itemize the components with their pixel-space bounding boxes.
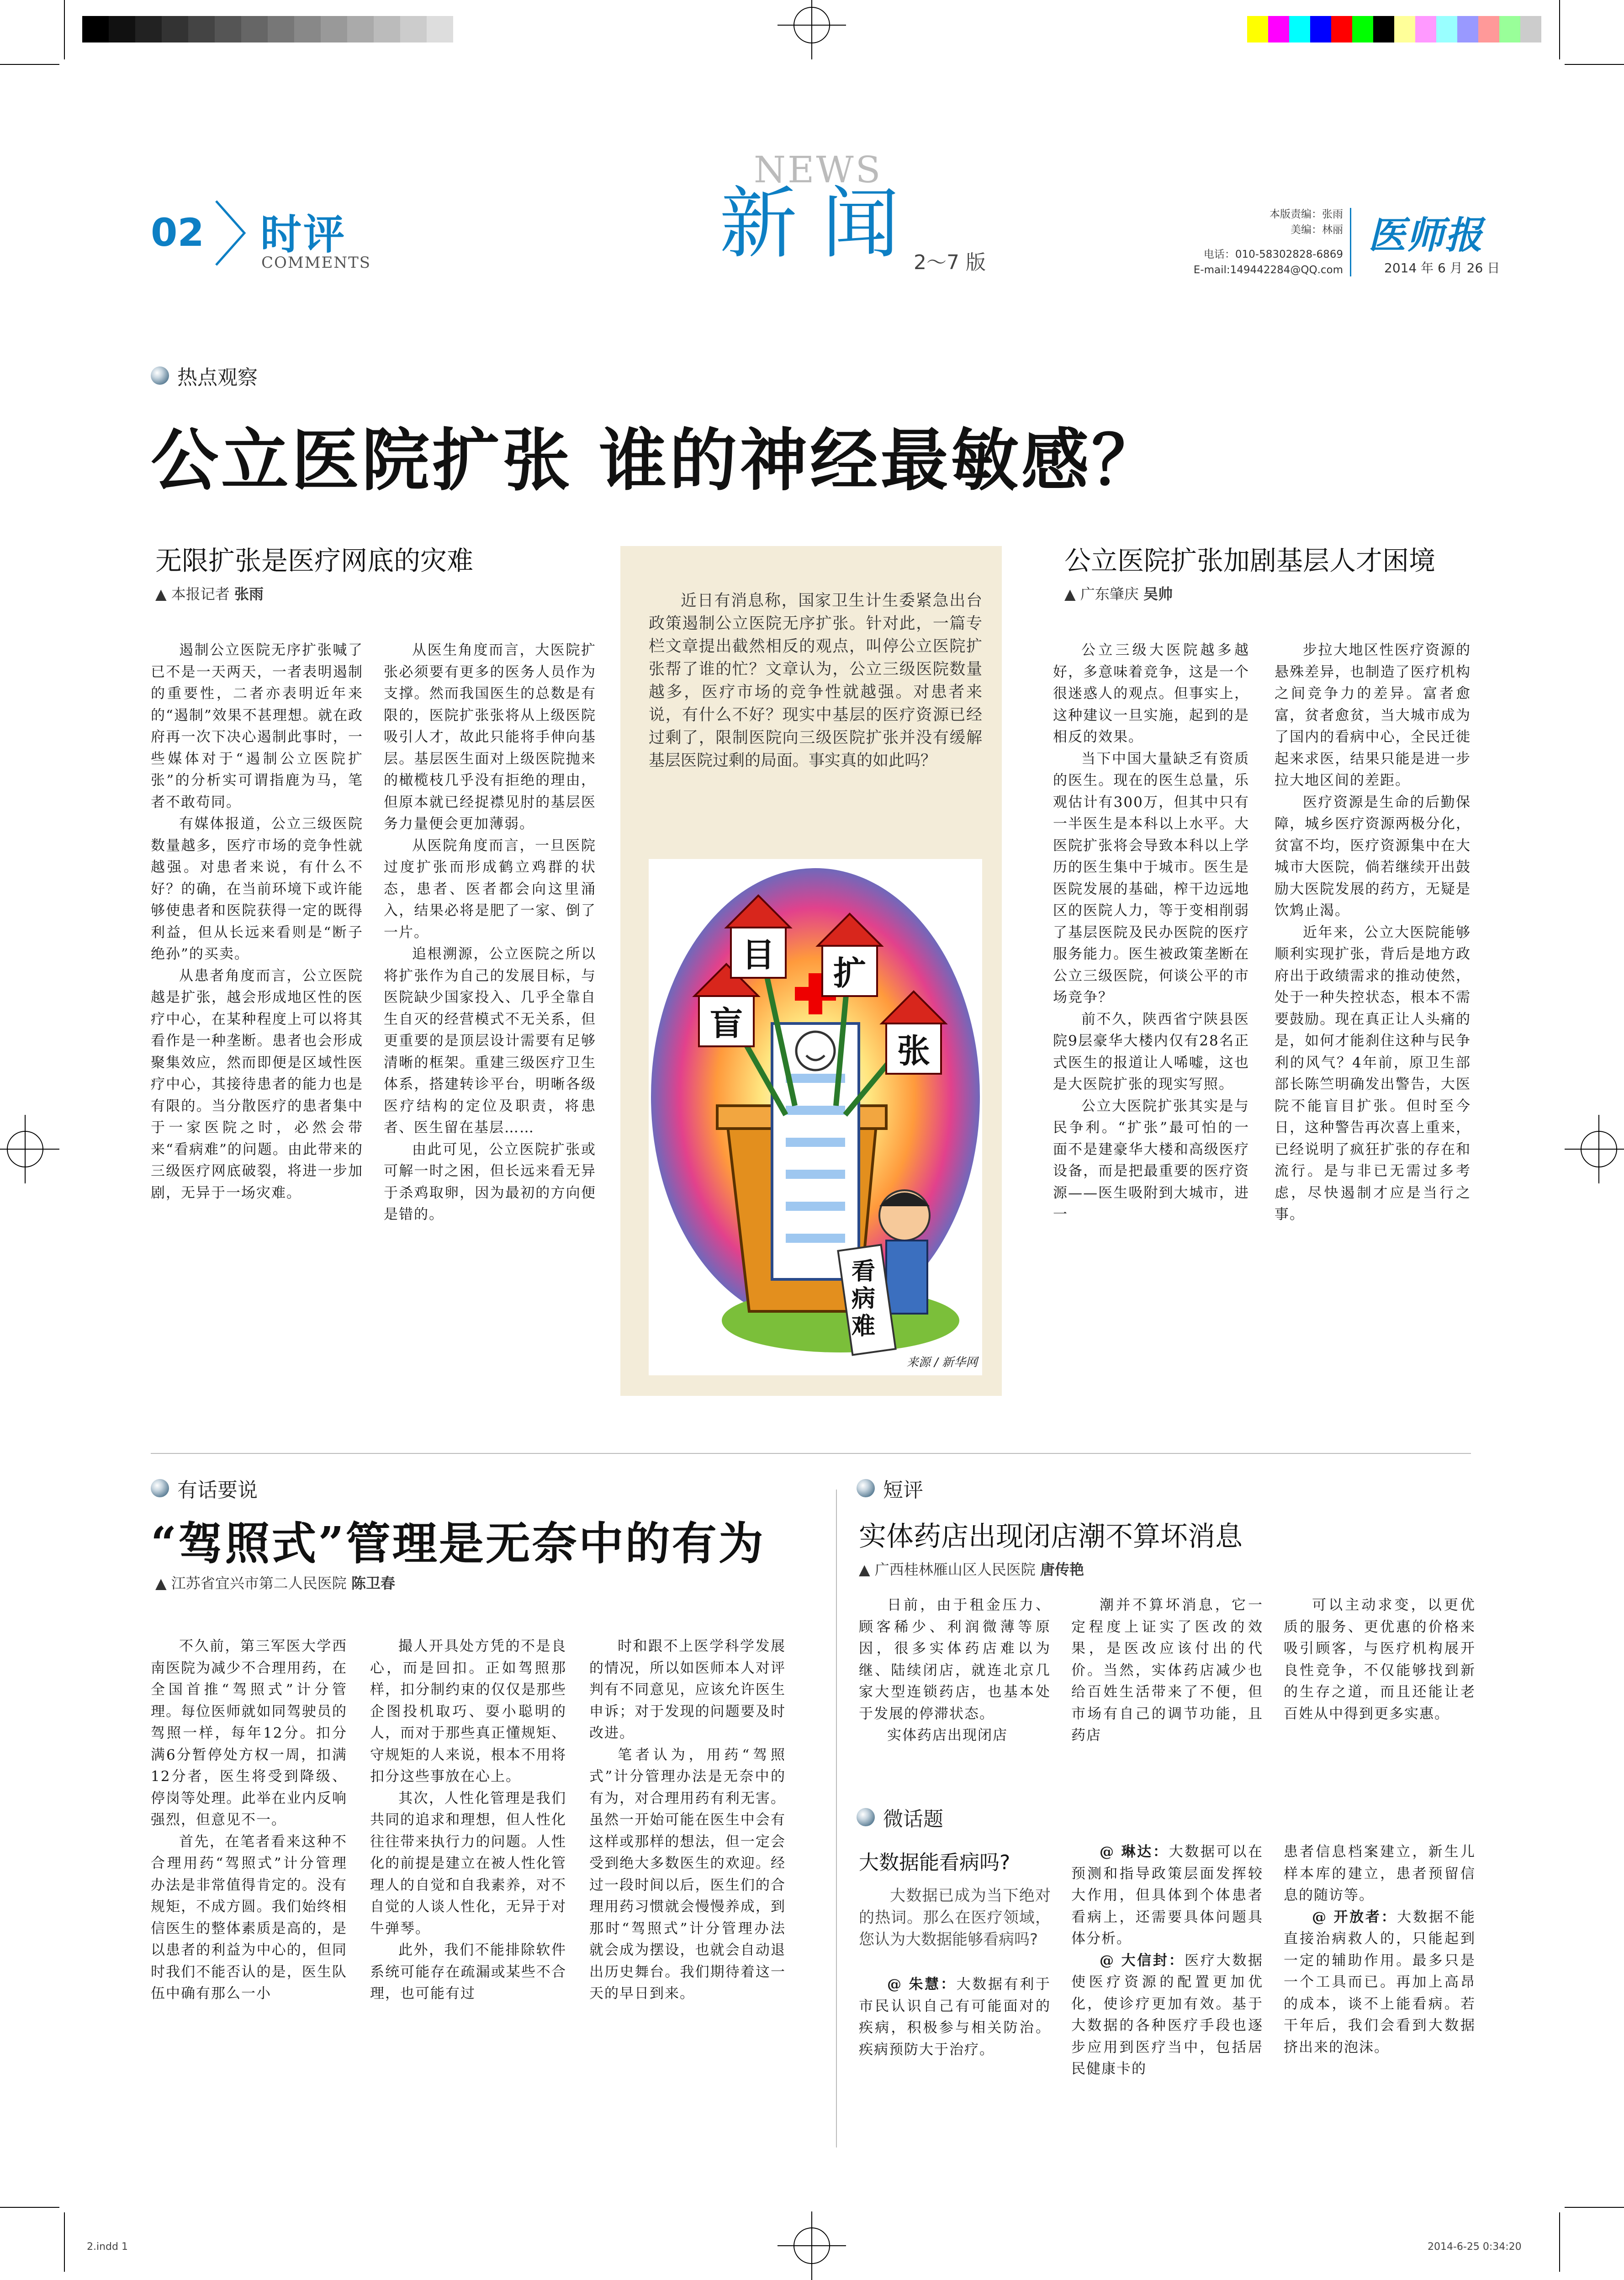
paragraph: 日前，由于租金压力、顾客稀少、利润微薄等原因，很多实体药店难以为继、陆续闭店，就连北京几家大型连锁药店，也基本处于发展的停滞状态。: [859, 1597, 1051, 1722]
news-cn: 新 闻: [719, 179, 900, 269]
cartoon-illustration: [649, 859, 982, 1375]
cartoon-sign-mu: 目: [741, 936, 775, 974]
print-timestamp: 2014-6-25 0:34:20: [1428, 2241, 1522, 2253]
right-article-col2: [1275, 640, 1471, 1226]
comment-author: @ 琳达：: [1100, 1844, 1169, 1860]
comment-text: 大数据不能直接治病救人的，只能起到一定的辅助作用。最多只是一个工具而已。再加上高昂的成本，谈不上能看病。若干年后，我们会看到大数据挤出来的泡沫。: [1284, 1909, 1476, 2056]
crop-mark-bl: [0, 2207, 59, 2208]
registration-mark-bottom: [778, 2211, 846, 2280]
tag-short-review: 短评: [857, 1474, 923, 1503]
editor-info: [1188, 207, 1343, 278]
phone-line: 电话：010-58302828-6869: [1203, 249, 1343, 260]
color-swatch: [1289, 16, 1310, 42]
registration-mark-left: [0, 1115, 59, 1183]
crop-mark-tl-v: [64, 0, 65, 59]
print-file-name: 2.indd 1: [87, 2241, 128, 2253]
paragraph: 追根溯源，公立医院之所以将扩张作为自己的发展目标，与医院缺少国家投入、几乎全靠自生自灭的经营模式不无关系，但更重要的是顶层设计需要有足够清晰的框架。重建三级医疗卫生体系，搭建转诊平台，明晰各级医疗结构的定位及职责，将患者、医生留在基层……: [384, 946, 596, 1136]
crop-mark-br-v: [1559, 2212, 1560, 2272]
section-title-en: COMMENTS: [261, 254, 371, 272]
paragraph: 其次，人性化管理是我们共同的追求和理想，但人性化往往带来执行力的问题。人性化的前提是建立在被人性化管理人的自觉和自我素养，对不自觉的人谈人性化，无异于对牛弹琴。: [370, 1790, 566, 1937]
bottom-right-byline: ▲ 广西桂林雁山区人民医院 唐传艳: [859, 1561, 1084, 1578]
paragraph: 从医院角度而言，一旦医院过度扩张而形成鹤立鸡群的状态，患者、医者都会向这里涌入，结果必将是肥了一家、倒了一片。: [384, 837, 596, 941]
pages-range: 2～7 版: [914, 251, 986, 274]
comment: [1071, 1950, 1263, 2080]
color-swatch: [1331, 16, 1352, 42]
bottom-right-col3: [1284, 1595, 1476, 1725]
left-subhead: 无限扩张是医疗网底的灾难: [155, 545, 474, 576]
paragraph: 首先，在笔者看来这种不合理用药“驾照式”计分管理办法是非常值得肯定的。没有规矩，不成方圆。我们始终相信医生的整体素质是高的，是以患者的利益为中心的，但同时我们不能否认的是，医生队伍中确有那么一小: [151, 1833, 347, 2002]
left-byline: ▲ 本报记者 张雨: [155, 585, 264, 603]
color-swatch: [1352, 16, 1373, 42]
chevron-right-icon: [212, 199, 249, 267]
color-bar: [1247, 16, 1541, 42]
right-byline: ▲ 广东肇庆 吴帅: [1064, 585, 1173, 603]
bottom-right-col2: [1071, 1595, 1263, 1747]
paragraph: 由此可见，公立医院扩张或可解一时之困，但长远来看无异于杀鸡取卵，因为最初的方向便是错的。: [384, 1141, 596, 1223]
tag-hot-observation: 热点观察: [151, 361, 258, 390]
paragraph: 步拉大地区性医疗资源的悬殊差异，也制造了医疗机构之间竞争力的差异。富者愈富，贫者愈贫，当大城市成为了国内的看病中心，全民迁徙起来求医，结果只能是进一步拉大地区间的差距。: [1275, 642, 1471, 789]
comment: [1284, 1841, 1476, 1907]
cartoon-patient-sign-char3: 难: [851, 1313, 876, 1340]
bottom-column-divider: [836, 1490, 837, 2147]
paragraph: 近年来，公立大医院能够顺利实现扩张，背后是地方政府出于政绩需求的推动使然，处于一种失控状态，根本不需要鼓励。现在真正让人头痛的是，如何才能刹住这种与民争利的风气？4年前，原卫生部部长陈竺明确发出警告，大医院不能盲目扩张。但时至今日，这种警告再次喜上重来，已经说明了疯狂扩张的存在和流行。是与非已无需过多考虑，尽快遏制才应是当行之事。: [1275, 924, 1471, 1223]
comment-text: 患者信息档案建立，新生儿样本库的建立，患者预留信息的随访等。: [1284, 1844, 1476, 1904]
registration-mark-right: [1565, 1115, 1624, 1183]
paragraph: 公立三级大医院越多越好，多意味着竞争，这是一个很迷惑人的观点。但事实上，这种建议一旦实施，起到的是相反的效果。: [1053, 642, 1249, 745]
paragraph: 有媒体报道，公立三级医院数量越多，医疗市场的竞争性就越强。对患者来说，有什么不好？的确，在当前环境下或许能够使患者和医院获得一定的既得利益，但从长远来看则是“断子绝孙”的买卖。: [151, 816, 363, 962]
paragraph: 此外，我们不能排除软件系统可能存在疏漏或某些不合理，也可能有过: [370, 1942, 566, 2002]
color-swatch: [1499, 16, 1520, 42]
bottom-left-byline: ▲ 江苏省宜兴市第二人民医院 陈卫春: [155, 1575, 395, 1592]
cartoon-patient-sign-char2: 病: [851, 1285, 876, 1313]
comment-text: 大数据有利于市民认识自己有可能面对的疾病，积极参与相关防治。疾病预防大于治疗。: [859, 1976, 1051, 2058]
cartoon-patient-sign-char1: 看: [851, 1258, 876, 1285]
color-swatch: [1457, 16, 1478, 42]
bullet-icon: [151, 366, 169, 385]
left-article-col1: [151, 640, 363, 1204]
grayscale-bar: [82, 16, 453, 42]
micro-comments-col2: [1071, 1841, 1263, 2080]
bottom-left-col3: [589, 1636, 786, 2005]
color-swatch: [1373, 16, 1394, 42]
page-number: 02: [151, 210, 204, 255]
paragraph: 可以主动求变，以更优质的服务、更优惠的价格来吸引顾客，与医疗机构展开良性竞争，不仅能够找到新的生存之道，而且还能让老百姓从中得到更多实惠。: [1284, 1597, 1476, 1722]
email-line: E-mail:149442284@QQ.com: [1193, 264, 1343, 276]
comment: [1284, 1907, 1476, 2059]
color-swatch: [1394, 16, 1415, 42]
paragraph: 笔者认为，用药“驾照式”计分管理办法是无奈中的有为，对合理用药有利无害。虽然一开始可能在医生中会有这样或那样的想法，但一定会受到绝大多数医生的欢迎。经过一段时间以后，医生们的合理用药习惯就会慢慢养成，到那时“驾照式”计分管理办法就会成为摆设，也就会自动退出历史舞台。我们期待着这一天的早日到来。: [589, 1746, 786, 2002]
paragraph: 公立大医院扩张其实是与民争利。“扩张”最可怕的一面不是建豪华大楼和高级医疗设备，而是把最重要的医疗资源——医生吸附到大城市，进一: [1053, 1098, 1249, 1223]
comment-text: 大数据可以在预测和指导政策层面发挥较大作用，但具体到个体患者看病上，还需要具体问题具体分析。: [1071, 1844, 1264, 1947]
color-swatch: [1247, 16, 1268, 42]
bullet-icon: [857, 1479, 875, 1497]
cartoon-sign-mang: 盲: [709, 1004, 743, 1043]
micro-comments-col3: [1284, 1841, 1476, 2058]
issue-date: 2014 年 6 月 26 日: [1384, 260, 1500, 276]
comment-text: 医疗大数据使医疗资源的配置更加优化，使诊疗更加有效。基于大数据的各种医疗手段也逐步应用到医疗当中，包括居民健康卡的: [1071, 1952, 1264, 2077]
bullet-icon: [857, 1808, 875, 1826]
bottom-right-col1: [859, 1595, 1051, 1747]
comment-author: @ 朱慧：: [887, 1976, 957, 1993]
main-headline: 公立医院扩张 谁的神经最敏感？: [151, 420, 1162, 500]
paragraph: 遏制公立医院无序扩张喊了已不是一天两天，一者表明遏制的重要性，二者亦表明近年来的“遏制”效果不甚理想。就在政府再一次下决心遏制此事时，一些媒体对于“遏制公立医院扩张”的分析实可谓指鹿为马，笔者不敢苟同。: [151, 642, 363, 811]
comment: [1071, 1841, 1263, 1950]
bottom-left-col1: [151, 1636, 347, 2005]
crop-mark-tr: [1565, 64, 1624, 65]
bullet-icon: [151, 1479, 169, 1497]
comment-author: @ 大信封：: [1100, 1952, 1185, 1969]
tag-speak-up: 有话要说: [151, 1474, 258, 1503]
paragraph: 从医生角度而言，大医院扩张必须要有更多的医务人员作为支撑。然而我国医生的总数是有限的，医院扩张张将从上级医院吸引人才，故此只能将手伸向基层。基层医生面对上级医院抛来的橄榄枝几乎没有拒绝的理由，但原本就已经捉襟见肘的基层医务力量便会更加薄弱。: [384, 642, 596, 832]
crop-mark-tr-v: [1559, 0, 1560, 59]
bottom-left-headline: “驾照式”管理是无奈中的有为: [151, 1517, 765, 1570]
tag-micro-topic: 微话题: [857, 1803, 943, 1832]
right-subhead: 公立医院扩张加剧基层人才困境: [1064, 545, 1436, 576]
intro-text: 近日有消息称，国家卫生计生委紧急出台政策遏制公立医院无序扩张。针对此，一篇专栏文章提出截然相反的观点，叫停公立医院扩张帮了谁的忙？文章认为，公立三级医院数量越多，医疗市场的竞争性就越强。对患者来说，有什么不好？现实中基层的医疗资源已经过剩了，限制医院向三级医院扩张并没有缓解基层医院过剩的局面。事实真的如此吗？: [649, 592, 982, 770]
paragraph: 医疗资源是生命的后勤保障，城乡医疗资源两极分化，贫富不均，医疗资源集中在大城市大医院，倘若继续开出鼓励大医院发展的药方，无疑是饮鸩止渴。: [1275, 794, 1471, 919]
crop-mark-bl-v: [64, 2212, 65, 2272]
bottom-left-col2: [370, 1636, 566, 2005]
cartoon-sign-zhang: 张: [897, 1032, 931, 1070]
micro-topic-question: 大数据能看病吗?: [859, 1851, 1010, 1874]
paragraph: 实体药店出现闭店: [887, 1727, 1008, 1744]
paragraph: 当下中国大量缺乏有资质的医生。现在的医生总量，乐观估计有300万，但其中只有一半医生是本科以上水平。大医院扩张将会导致本科以上学历的医生集中于城市。医生是医院发展的基础，榨干边远地区的医院人力，等于变相削弱了基层医院及民办医院的医疗服务能力。医生被政策垄断在公立三级医院，何谈公平的市场竞争？: [1053, 750, 1249, 1006]
right-article-col1: [1053, 640, 1249, 1226]
micro-comments-col1: [859, 1974, 1051, 2061]
paragraph: 从患者角度而言，公立医院越是扩张，越会形成地区性的医疗中心，在某种程度上可以将其看作是一种垄断。患者也会形成聚集效应，然而即便是区域性医疗中心，其接待患者的能力也是有限的。当分散医疗的患者集中于一家医院之时，必然会带来“看病难”的问题。由此带来的三级医疗网底破裂，将进一步加剧，无异于一场灾难。: [151, 967, 363, 1201]
cartoon-credit: 来源 / 新华网: [906, 1356, 978, 1369]
paragraph: 潮并不算坏消息，它一定程度上证实了医改的效果，是医改应该付出的代价。当然，实体药店减少也给百姓生活带来了不便，但市场有自己的调节功能，且药店: [1071, 1597, 1263, 1744]
registration-mark-top: [778, 0, 846, 59]
comment: [859, 1974, 1051, 2061]
color-swatch: [1268, 16, 1289, 42]
comment-author: @ 开放者：: [1312, 1909, 1397, 1925]
news-en: NEWS: [754, 148, 883, 191]
crop-mark-br: [1565, 2207, 1624, 2208]
paragraph: 撮人开具处方凭的不是良心，而是回扣。正如驾照那样，扣分制约束的仅仅是那些企图投机取巧、耍小聪明的人，而对于那些真正懂规矩、守规矩的人来说，根本不用将扣分这些事放在心上。: [370, 1638, 566, 1785]
section-title: 时评: [260, 211, 346, 259]
color-swatch: [1520, 16, 1541, 42]
paragraph: 不久前，第三军医大学西南医院为减少不合理用药，在全国首推“驾照式”计分管理。每位医师就如同驾驶员的驾照一样，每年12分。扣分满6分暂停处方权一周，扣满12分者，医生将受到降级、停岗等处理。此举在业内反响强烈，但意见不一。: [151, 1638, 347, 1828]
editor-line: 本版责编：张雨: [1270, 208, 1343, 220]
cartoon-sign-kuo: 扩: [833, 954, 867, 992]
crop-mark-tl: [0, 64, 59, 65]
color-swatch: [1478, 16, 1499, 42]
paragraph: 时和跟不上医学科学发展的情况，所以如医师本人对评判有不同意见，应该允许医生申诉；对于发现的问题要及时改进。: [589, 1638, 786, 1741]
micro-topic-intro: 大数据已成为当下绝对的热词。那么在医疗领域，您认为大数据能够看病吗?: [859, 1887, 1051, 1949]
paragraph: 前不久，陕西省宁陕县医院9层豪华大楼内仅有28名正式医生的报道让人唏嘘，这也是大医院扩张的现实写照。: [1053, 1011, 1249, 1092]
section-divider: [151, 1453, 1471, 1454]
paper-name-logo: 医师报: [1368, 213, 1483, 257]
color-swatch: [1415, 16, 1436, 42]
bottom-right-headline: 实体药店出现闭店潮不算坏消息: [859, 1521, 1243, 1553]
designer-line: 美编：林丽: [1291, 224, 1343, 236]
color-swatch: [1436, 16, 1457, 42]
color-swatch: [1310, 16, 1331, 42]
masthead-divider: [1350, 208, 1351, 276]
left-article-col2: [384, 640, 596, 1226]
